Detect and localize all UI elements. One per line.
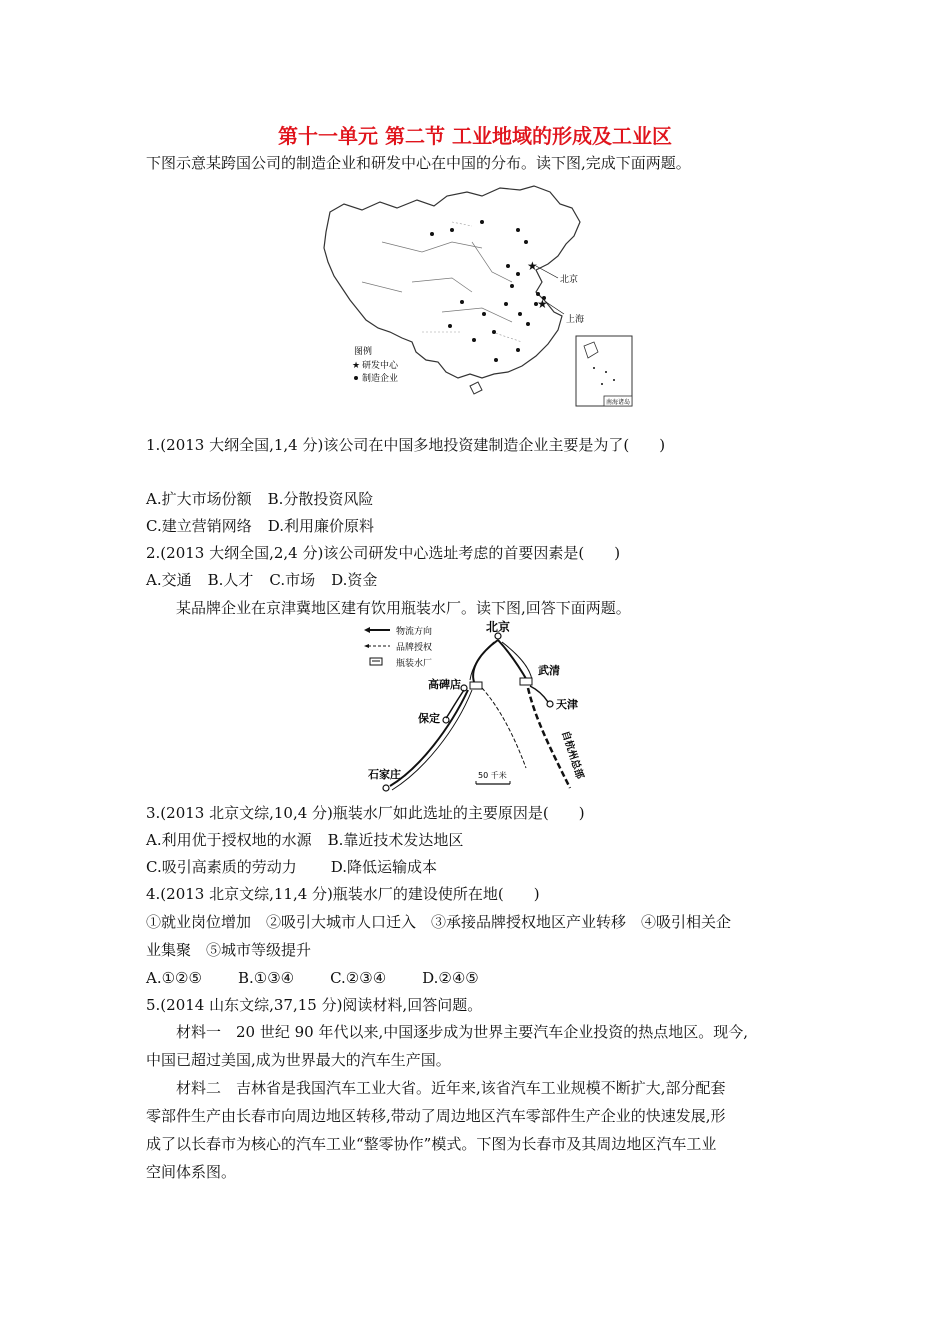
q5-stem: 5.(2014 山东文综,37,15 分)阅读材料,回答问题。: [146, 996, 483, 1014]
q5-material1-line1: 材料一 20 世纪 90 年代以来,中国逐步成为世界主要汽车企业投资的热点地区。现今,: [176, 1023, 749, 1041]
q2-options: [146, 569, 377, 591]
q1-option-b[interactable]: B.分散投资风险: [267, 490, 374, 508]
q5-material1-line2: 中国已超过美国,成为世界最大的汽车生产国。: [146, 1051, 451, 1069]
q4-options: [146, 967, 479, 989]
water-plant-logistics-map: [360, 618, 600, 796]
map1-legend-mfg: 制造企业: [362, 374, 399, 384]
map2-label-shijiazhuang: 石家庄: [368, 768, 401, 781]
q2-stem: 2.(2013 大纲全国,2,4 分)该公司研发中心选址考虑的首要因素是( ): [146, 544, 621, 562]
q2-option-c[interactable]: C.市场: [269, 571, 316, 589]
map1-label-shanghai: 上海: [566, 315, 585, 325]
map2-legend-brand: 品牌授权: [396, 643, 433, 653]
q4-stem: 4.(2013 北京文综,11,4 分)瓶装水厂的建设使所在地( ): [146, 885, 540, 903]
map2-label-tianjin: 天津: [556, 698, 578, 711]
q1-option-a[interactable]: A.扩大市场份额: [146, 490, 252, 508]
intro-text-1: 下图示意某跨国公司的制造企业和研发中心在中国的分布。读下图,完成下面两题。: [146, 154, 691, 172]
map1-legend-title: 图例: [354, 347, 373, 357]
q3-option-c[interactable]: C.吸引高素质的劳动力: [146, 858, 297, 876]
intro-text-2: 某品牌企业在京津冀地区建有饮用瓶装水厂。读下图,回答下面两题。: [176, 599, 631, 617]
q3-options-row-1: [146, 829, 463, 851]
q3-option-d[interactable]: D.降低运输成本: [330, 858, 437, 876]
q5-material2-line3: 成了以长春市为核心的汽车工业“整零协作”模式。下图为长春市及其周边地区汽车工业: [146, 1135, 717, 1153]
q4-option-b[interactable]: B.①③④: [237, 969, 295, 987]
q3-stem: 3.(2013 北京文综,10,4 分)瓶装水厂如此选址的主要原因是( ): [146, 804, 585, 822]
q4-items-line-1: ①就业岗位增加 ②吸引大城市人口迁入 ③承接品牌授权地区产业转移 ④吸引相关企: [146, 913, 732, 931]
map1-label-beijing: 北京: [560, 275, 579, 285]
map1-legend-rd: 研发中心: [362, 361, 399, 371]
q2-option-b[interactable]: B.人才: [207, 571, 254, 589]
q2-option-a[interactable]: A.交通: [146, 571, 192, 589]
page-title: 第十一单元 第二节 工业地域的形成及工业区: [278, 124, 672, 148]
q1-stem: 1.(2013 大纲全国,1,4 分)该公司在中国多地投资建制造企业主要是为了( ): [146, 436, 666, 454]
q5-material2-line4: 空间体系图。: [146, 1163, 237, 1181]
svg-text:★: ★: [352, 361, 361, 371]
china-distribution-map: [322, 182, 634, 408]
map1-inset-label: 南海诸岛: [606, 399, 631, 406]
q3-option-b[interactable]: B.靠近技术发达地区: [327, 831, 464, 849]
q3-options-row-2: [146, 856, 437, 878]
q5-material2-line2: 零部件生产由长春市向周边地区转移,带动了周边地区汽车零部件生产企业的快速发展,形: [146, 1107, 726, 1125]
map2-label-gaobeidian: 高碑店: [428, 678, 461, 691]
map2-label-beijing: 北京: [486, 620, 511, 634]
q2-option-d[interactable]: D.资金: [331, 571, 378, 589]
q3-option-a[interactable]: A.利用优于授权地的水源: [146, 831, 312, 849]
map2-label-hangzhou: 自杭州总部: [559, 729, 586, 781]
q4-items-line-2: 业集聚 ⑤城市等级提升: [146, 941, 312, 959]
q5-material2-line1: 材料二 吉林省是我国汽车工业大省。近年来,该省汽车工业规模不断扩大,部分配套: [176, 1079, 726, 1097]
svg-text:★: ★: [527, 259, 538, 273]
q1-option-d[interactable]: D.利用廉价原料: [267, 517, 374, 535]
q4-option-c[interactable]: C.②③④: [330, 969, 387, 987]
q1-option-c[interactable]: C.建立营销网络: [146, 517, 252, 535]
map2-label-baoding: 保定: [418, 712, 440, 725]
map2-legend-flow: 物流方向: [396, 627, 433, 637]
q1-options-row-1: [146, 488, 373, 510]
map2-scale-label: 50 千米: [478, 771, 507, 780]
q4-option-d[interactable]: D.②④⑤: [422, 969, 479, 987]
svg-text:★: ★: [537, 297, 548, 311]
map2-legend-plant: 瓶装水厂: [396, 659, 433, 669]
q4-option-a[interactable]: A.①②⑤: [146, 969, 202, 987]
q1-options-row-2: [146, 515, 374, 537]
map2-label-wuqing: 武清: [538, 664, 560, 677]
